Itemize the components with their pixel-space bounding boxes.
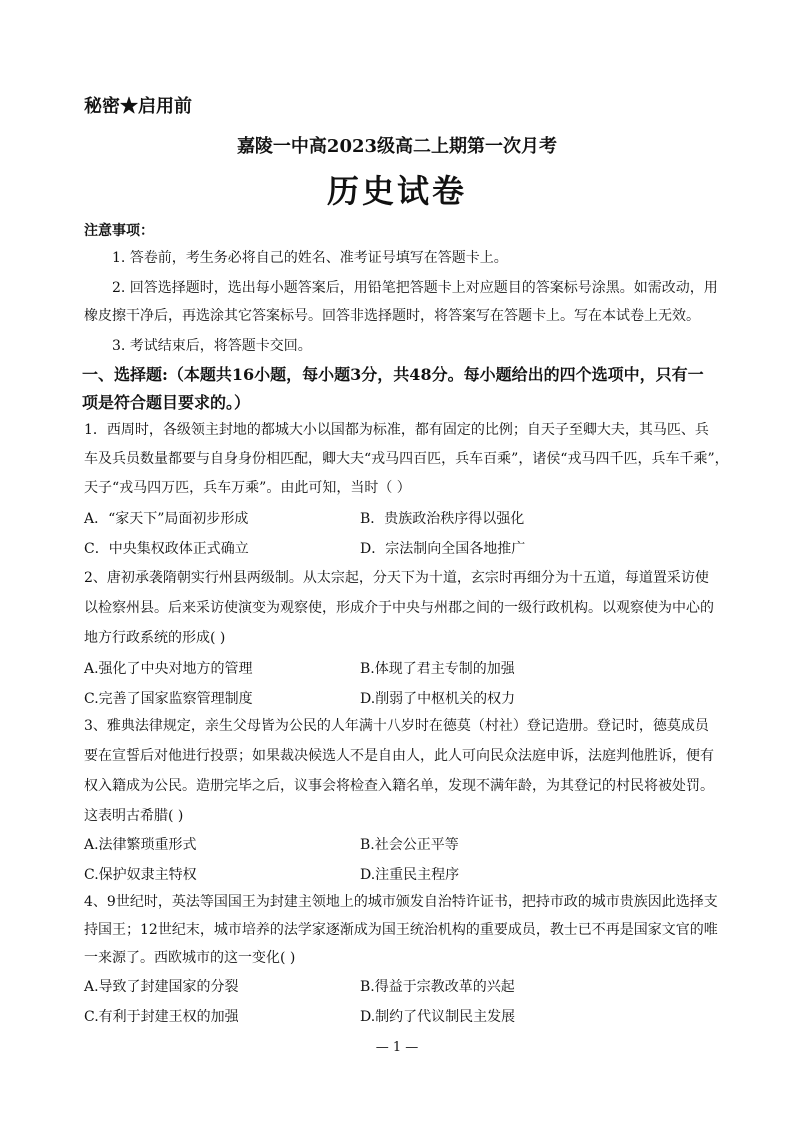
question-2-option-b[interactable]: B.体现了君主专制的加强 <box>360 661 515 677</box>
question-2-option-d[interactable]: D.削弱了中枢机关的权力 <box>360 691 516 707</box>
notice-item: 橡皮擦干净后，再选涂其它答案标号。回答非选择题时，将答案写在答题卡上。写在本试卷上无效。 <box>84 308 700 324</box>
question-3-text: 权入籍成为公民。造册完毕之后，议事会将检查入籍名单，发现不满年龄，为其登记的村民将被处罚。 <box>84 778 714 794</box>
question-3-option-c[interactable]: C.保护奴隶主特权 <box>84 867 197 883</box>
question-2-option-a[interactable]: A.强化了中央对地方的管理 <box>84 661 253 677</box>
question-3-option-b[interactable]: B.社会公正平等 <box>360 837 459 853</box>
exam-name: 嘉陵一中高2023级高二上期第一次月考 <box>236 136 558 157</box>
notice-item: 3. 考试结束后，将答题卡交回。 <box>112 338 312 354</box>
page-title: 历史试卷 <box>326 172 467 210</box>
question-1-option-a[interactable]: A．“家天下”局面初步形成 <box>84 511 249 527</box>
question-4-text: 一来源了。西欧城市的这一变化( ) <box>84 950 296 966</box>
question-1-option-d[interactable]: D．宗法制向全国各地推广 <box>360 541 526 557</box>
question-2-text: 2、唐初承袭隋朝实行州县两级制。从太宗起，分天下为十道，玄宗时再细分为十五道，每道置采访使 <box>84 570 709 586</box>
section-heading: 一、选择题:（本题共16小题，每小题3分，共48分。每小题给出的四个选项中，只有一 <box>82 365 704 384</box>
question-1-option-b[interactable]: B．贵族政治秩序得以强化 <box>360 511 525 527</box>
question-4-option-b[interactable]: B.得益于宗教改革的兴起 <box>360 979 515 995</box>
question-3-option-a[interactable]: A.法律繁琐重形式 <box>84 837 197 853</box>
question-1-option-c[interactable]: C．中央集权政体正式确立 <box>84 541 249 557</box>
question-2-text: 地方行政系统的形成( ) <box>84 630 226 646</box>
question-3-text: 这表明古希腊( ) <box>84 808 184 824</box>
question-2-text: 以检察州县。后来采访使演变为观察使，形成介于中央与州郡之间的一级行政机构。以观察使为中心的 <box>84 600 714 616</box>
question-1-text: 车及兵员数量都要与自身身份相匹配，卿大夫“戎马四百匹，兵车百乘”，诸侯“戎马四千匹，兵车千乘”， <box>84 451 729 467</box>
confidential-label: 秘密★启用前 <box>84 96 192 117</box>
notice-item: 1. 答卷前，考生务必将自己的姓名、准考证号填写在答题卡上。 <box>112 250 508 266</box>
question-4-option-c[interactable]: C.有利于封建王权的加强 <box>84 1009 239 1025</box>
question-4-text: 4、9世纪时，英法等国国王为封建主领地上的城市颁发自治特许证书，把持市政的城市贵族因此选择支 <box>84 894 718 910</box>
question-4-option-d[interactable]: D.制约了代议制民主发展 <box>360 1009 516 1025</box>
page-number: — 1 — <box>375 1040 419 1055</box>
question-4-option-a[interactable]: A.导致了封建国家的分裂 <box>84 979 239 995</box>
question-3-option-d[interactable]: D.注重民主程序 <box>360 867 460 883</box>
question-1-text: 1．西周时，各级领主封地的都城大小以国都为标准，都有固定的比例；自天子至卿大夫，其马匹、兵 <box>84 422 709 438</box>
question-4-text: 持国王；12世纪末，城市培养的法学家逐渐成为国王统治机构的重要成员，教士已不再是国家文官的唯 <box>84 922 718 938</box>
question-3-text: 3、雅典法律规定，亲生父母皆为公民的人年满十八岁时在德莫（村社）登记造册。登记时，德莫成员 <box>84 718 709 734</box>
section-heading: 项是符合题目要求的。） <box>82 393 251 412</box>
question-2-option-c[interactable]: C.完善了国家监察管理制度 <box>84 691 253 707</box>
notice-item: 2. 回答选择题时，选出每小题答案后，用铅笔把答题卡上对应题目的答案标号涂黑。如需改动，用 <box>112 280 718 296</box>
question-1-text: 天子“戎马四万匹，兵车万乘”。由此可知，当时（ ） <box>84 480 411 496</box>
notice-heading: 注意事项： <box>84 223 154 239</box>
question-3-text: 要在宣誓后对他进行投票；如果裁决候选人不是自由人，此人可向民众法庭申诉，法庭判他胜诉，便有 <box>84 748 714 764</box>
